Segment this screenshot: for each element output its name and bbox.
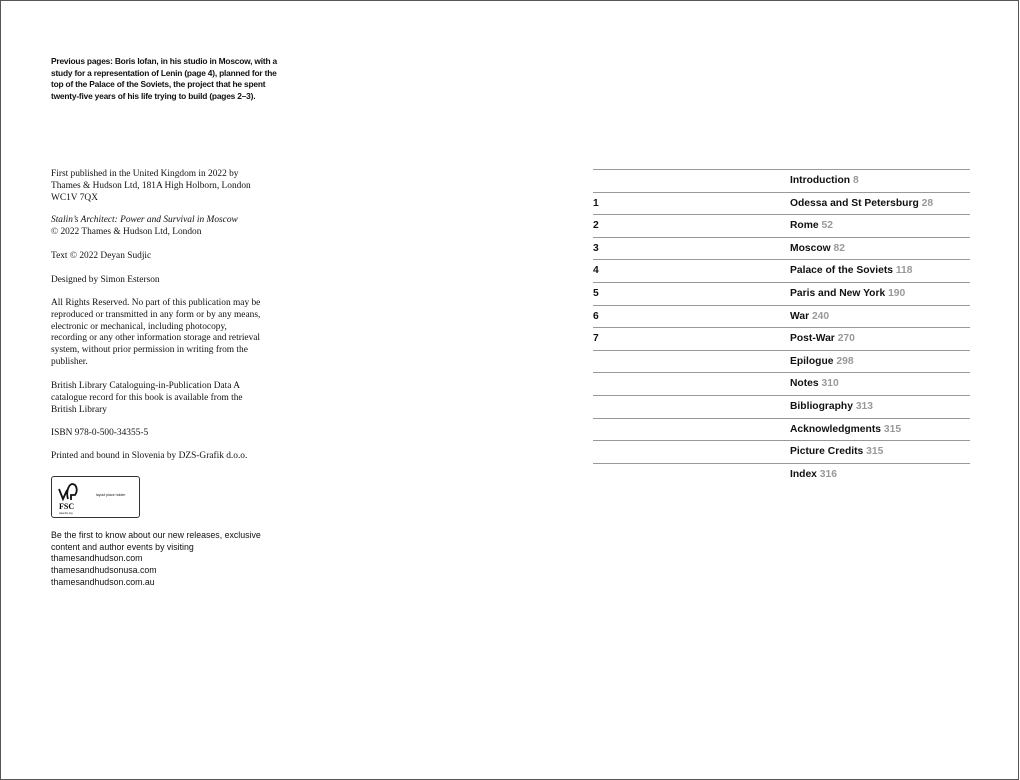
website-link[interactable]: thamesandhudson.com bbox=[51, 553, 143, 564]
toc-entry bbox=[593, 192, 970, 215]
text-copyright: Text © 2022 Deyan Sudjic bbox=[51, 251, 152, 261]
chapter-title: Notes bbox=[790, 378, 819, 390]
chapter-number: 3 bbox=[593, 242, 599, 254]
chapter-title: Epilogue bbox=[790, 355, 834, 367]
toc-entry bbox=[593, 350, 970, 373]
copyright: © 2022 Thames & Hudson Ltd, London bbox=[51, 226, 202, 237]
toc-entry bbox=[593, 259, 970, 282]
toc-entry bbox=[593, 418, 970, 441]
page-number: 298 bbox=[836, 355, 854, 367]
chapter-title: Acknowledgments bbox=[790, 423, 881, 435]
page-number: 118 bbox=[895, 265, 913, 277]
page-number: 315 bbox=[866, 446, 884, 458]
designer: Designed by Simon Esterson bbox=[51, 275, 160, 285]
newsletter-text: Be the first to know about our new releases, exclusive content and author events by visiting bbox=[51, 530, 261, 552]
chapter-title: Introduction bbox=[790, 175, 851, 186]
page-number: 28 bbox=[921, 197, 934, 209]
chapter-number: 6 bbox=[593, 310, 599, 322]
toc-entry bbox=[593, 282, 970, 305]
newsletter-block bbox=[51, 530, 271, 589]
chapter-number: 7 bbox=[593, 333, 599, 345]
toc-entry bbox=[593, 305, 970, 328]
fsc-tree-icon bbox=[56, 479, 82, 515]
publication-info: First published in the United Kingdom in 2022 by Thames & Hudson Ltd, 181A High Holborn, London WC1V 7QX bbox=[51, 169, 251, 203]
chapter-title: Index bbox=[790, 468, 817, 480]
toc-entry bbox=[593, 169, 970, 192]
chapter-title: Odessa and St Petersburg bbox=[790, 197, 919, 209]
rights: All Rights Reserved. No part of this publication may be reproduced or transmitted in any form or by any means, electronic or mechanical, including photocopy, recording or any other information storage and retrieval system, without prior permission in writing from the publisher. bbox=[51, 298, 261, 367]
toc-entry bbox=[593, 237, 970, 260]
chapter-title: Post-War bbox=[790, 333, 835, 345]
page-number: 8 bbox=[852, 175, 859, 186]
toc-entry bbox=[593, 327, 970, 350]
chapter-number: 4 bbox=[593, 265, 599, 277]
website-link[interactable]: thamesandhudsonusa.com bbox=[51, 565, 157, 576]
page-number: 190 bbox=[888, 287, 906, 299]
page-number: 316 bbox=[819, 468, 837, 480]
svg-text:FSC: FSC bbox=[59, 502, 75, 511]
cip-data: British Library Cataloguing-in-Publication Data A catalogue record for this book is available from the British Library bbox=[51, 381, 243, 415]
chapter-title: Picture Credits bbox=[790, 446, 864, 458]
copyright-block bbox=[51, 215, 261, 239]
chapter-number: 2 bbox=[593, 220, 599, 232]
fsc-placeholder: layout place holder bbox=[96, 493, 126, 497]
frontispiece-caption: Previous pages: Boris Iofan, in his studio in Moscow, with a study for a representation of Lenin (page 4), planned for the top of the Palace of the Soviets, the project that he spent twenty-five years of his life trying to build (pages 2–3). bbox=[51, 56, 277, 101]
chapter-title: Paris and New York bbox=[790, 287, 886, 299]
contents-page bbox=[510, 0, 1019, 780]
page-number: 270 bbox=[837, 333, 855, 345]
fsc-logo-box bbox=[51, 476, 140, 518]
chapter-number: 5 bbox=[593, 287, 599, 299]
chapter-title: Palace of the Soviets bbox=[790, 265, 894, 277]
table-of-contents bbox=[593, 169, 970, 485]
isbn: ISBN 978-0-500-34355-5 bbox=[51, 428, 149, 438]
chapter-number: 1 bbox=[593, 197, 599, 209]
chapter-title: War bbox=[790, 310, 810, 322]
toc-entry bbox=[593, 440, 970, 463]
page-number: 82 bbox=[833, 242, 845, 254]
toc-entry bbox=[593, 214, 970, 237]
page-number: 310 bbox=[821, 378, 839, 390]
chapter-title: Bibliography bbox=[790, 400, 853, 412]
toc-entry bbox=[593, 463, 970, 486]
page-number: 315 bbox=[883, 423, 902, 435]
toc-entry bbox=[593, 372, 970, 395]
book-title: Stalin’s Architect: Power and Survival in Moscow bbox=[51, 215, 238, 225]
website-link[interactable]: thamesandhudson.com.au bbox=[51, 576, 155, 587]
toc-entry bbox=[593, 395, 970, 418]
page-number: 240 bbox=[811, 310, 830, 322]
chapter-title: Moscow bbox=[790, 242, 831, 254]
printer: Printed and bound in Slovenia by DZS-Grafik d.o.o. bbox=[51, 451, 248, 461]
page-number: 313 bbox=[855, 400, 873, 412]
chapter-title: Rome bbox=[790, 220, 819, 232]
svg-text:www.fsc.org: www.fsc.org bbox=[59, 512, 73, 515]
page-number: 52 bbox=[821, 220, 833, 232]
